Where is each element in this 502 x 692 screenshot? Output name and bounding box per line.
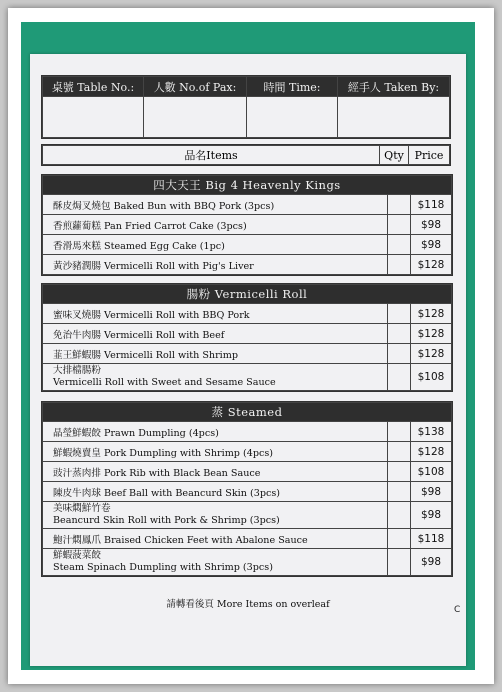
menu-item-name: 陳皮牛肉球 Beef Ball with Beancurd Skin (3pcs) bbox=[43, 482, 388, 502]
table-no-field[interactable] bbox=[43, 97, 144, 138]
time-label: 時間 Time: bbox=[247, 77, 338, 97]
menu-item-row[interactable] bbox=[43, 255, 452, 275]
pax-label: 人數 No.of Pax: bbox=[144, 77, 247, 97]
menu-item-english-name: Vermicelli Roll with Sweet and Sesame Sauce bbox=[53, 377, 276, 388]
menu-item-name: 免治牛肉腸 Vermicelli Roll with Beef bbox=[43, 324, 388, 344]
menu-item-name: 黃沙豬潤腸 Vermicelli Roll with Pig's Liver bbox=[43, 255, 388, 275]
menu-item-price: $98 bbox=[411, 502, 452, 529]
menu-item-row[interactable] bbox=[43, 442, 452, 462]
menu-item-price: $108 bbox=[411, 462, 452, 482]
menu-item-price: $138 bbox=[411, 422, 452, 442]
menu-item-name: 鮑汁燜鳳爪 Braised Chicken Feet with Abalone Sauce bbox=[43, 529, 388, 549]
menu-item-row[interactable] bbox=[43, 549, 452, 576]
menu-item-name bbox=[43, 502, 388, 529]
menu-item-price: $128 bbox=[411, 255, 452, 275]
section-title: 腸粉 Vermicelli Roll bbox=[43, 285, 452, 304]
section-table bbox=[42, 175, 452, 275]
menu-item-row[interactable] bbox=[43, 304, 452, 324]
menu-item-price: $98 bbox=[411, 215, 452, 235]
menu-item-price: $118 bbox=[411, 195, 452, 215]
menu-item-row[interactable] bbox=[43, 482, 452, 502]
menu-item-row[interactable] bbox=[43, 462, 452, 482]
page-corner-mark: C bbox=[454, 605, 461, 615]
qty-cell[interactable] bbox=[388, 482, 411, 502]
items-header-table bbox=[42, 145, 450, 165]
menu-item-price: $128 bbox=[411, 344, 452, 364]
section-heavenly-kings bbox=[41, 174, 453, 276]
qty-cell[interactable] bbox=[388, 442, 411, 462]
time-field[interactable] bbox=[247, 97, 338, 138]
items-header-box bbox=[41, 144, 451, 166]
menu-item-row[interactable] bbox=[43, 344, 452, 364]
menu-item-english-name: Steam Spinach Dumpling with Shrimp (3pcs) bbox=[53, 562, 273, 573]
menu-item-name: 香煎蘿蔔糕 Pan Fried Carrot Cake (3pcs) bbox=[43, 215, 388, 235]
qty-cell[interactable] bbox=[388, 304, 411, 324]
table-no-label: 桌號 Table No.: bbox=[43, 77, 144, 97]
qty-cell[interactable] bbox=[388, 195, 411, 215]
menu-item-price: $128 bbox=[411, 304, 452, 324]
menu-item-name bbox=[43, 549, 388, 576]
pax-field[interactable] bbox=[144, 97, 247, 138]
items-column-header: 品名Items bbox=[43, 146, 380, 165]
qty-cell[interactable] bbox=[388, 364, 411, 391]
menu-item-price: $98 bbox=[411, 235, 452, 255]
menu-item-row[interactable] bbox=[43, 422, 452, 442]
qty-cell[interactable] bbox=[388, 215, 411, 235]
section-title: 蒸 Steamed bbox=[43, 403, 452, 422]
order-sheet bbox=[30, 54, 466, 666]
qty-cell[interactable] bbox=[388, 529, 411, 549]
menu-item-english-name: Beancurd Skin Roll with Pork & Shrimp (3pcs) bbox=[53, 515, 280, 526]
qty-cell[interactable] bbox=[388, 502, 411, 529]
qty-column-header: Qty bbox=[380, 146, 409, 165]
menu-item-name: 晶瑩鮮蝦餃 Prawn Dumpling (4pcs) bbox=[43, 422, 388, 442]
menu-item-name: 鮮蝦燒賣皇 Pork Dumpling with Shrimp (4pcs) bbox=[43, 442, 388, 462]
menu-item-row[interactable] bbox=[43, 529, 452, 549]
menu-item-price: $108 bbox=[411, 364, 452, 391]
menu-item-price: $128 bbox=[411, 442, 452, 462]
menu-item-name bbox=[43, 364, 388, 391]
order-header-box bbox=[41, 75, 451, 139]
section-title: 四大天王 Big 4 Heavenly Kings bbox=[43, 176, 452, 195]
menu-item-row[interactable] bbox=[43, 364, 452, 391]
section-table bbox=[42, 402, 452, 576]
qty-cell[interactable] bbox=[388, 549, 411, 576]
qty-cell[interactable] bbox=[388, 235, 411, 255]
menu-item-price: $98 bbox=[411, 482, 452, 502]
overleaf-note: 請轉看後頁 More Items on overleaf bbox=[166, 599, 330, 610]
menu-item-name: 蜜味叉燒腸 Vermicelli Roll with BBQ Pork bbox=[43, 304, 388, 324]
qty-cell[interactable] bbox=[388, 344, 411, 364]
menu-item-row[interactable] bbox=[43, 324, 452, 344]
menu-item-name: 豉汁蒸肉排 Pork Rib with Black Bean Sauce bbox=[43, 462, 388, 482]
menu-item-row[interactable] bbox=[43, 195, 452, 215]
taken-by-field[interactable] bbox=[338, 97, 450, 138]
section-vermicelli-roll bbox=[41, 283, 453, 392]
menu-item-price: $98 bbox=[411, 549, 452, 576]
menu-item-price: $118 bbox=[411, 529, 452, 549]
qty-cell[interactable] bbox=[388, 324, 411, 344]
qty-cell[interactable] bbox=[388, 462, 411, 482]
menu-item-chinese-name: 鮮蝦菠菜餃 bbox=[53, 550, 101, 561]
qty-cell[interactable] bbox=[388, 255, 411, 275]
menu-item-row[interactable] bbox=[43, 502, 452, 529]
price-column-header: Price bbox=[409, 146, 450, 165]
qty-cell[interactable] bbox=[388, 422, 411, 442]
menu-item-row[interactable] bbox=[43, 235, 452, 255]
menu-item-chinese-name: 美味燜鮮竹卷 bbox=[53, 503, 111, 514]
menu-item-name: 香滑馬來糕 Steamed Egg Cake (1pc) bbox=[43, 235, 388, 255]
menu-item-row[interactable] bbox=[43, 215, 452, 235]
section-table bbox=[42, 284, 452, 391]
menu-item-price: $128 bbox=[411, 324, 452, 344]
menu-item-chinese-name: 大排檔腸粉 bbox=[53, 365, 101, 376]
taken-by-label: 經手人 Taken By: bbox=[338, 77, 450, 97]
menu-item-name: 酥皮焗叉燒包 Baked Bun with BBQ Pork (3pcs) bbox=[43, 195, 388, 215]
menu-item-name: 韮王鮮蝦腸 Vermicelli Roll with Shrimp bbox=[43, 344, 388, 364]
section-steamed bbox=[41, 401, 453, 577]
order-header-table bbox=[42, 76, 450, 138]
